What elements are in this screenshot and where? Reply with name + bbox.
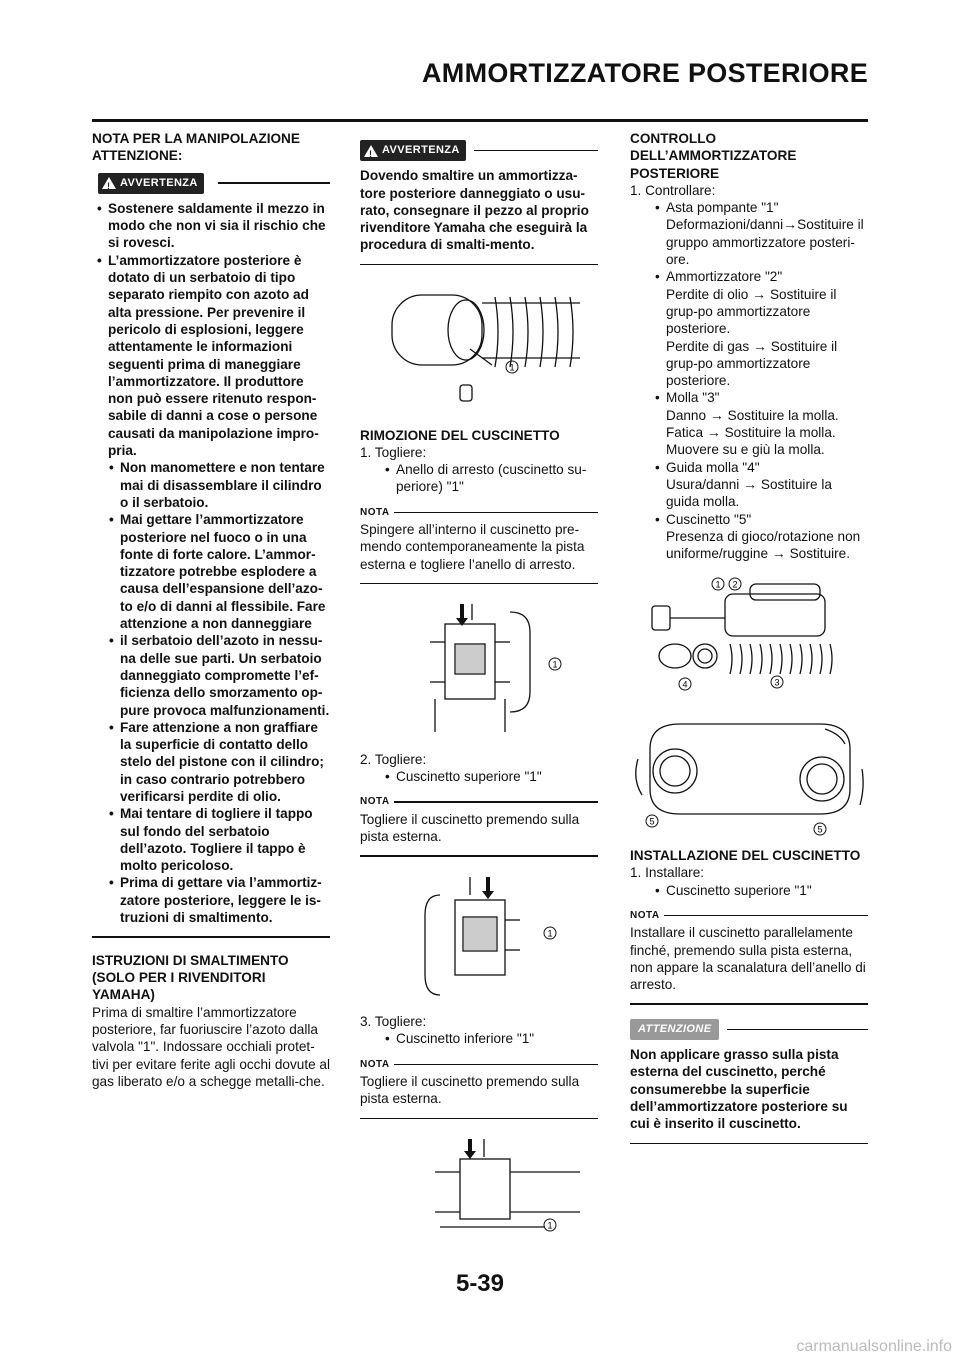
list-item: • Sostenere saldamente il mezzo in modo che non vi sia il rischio che si rovesci. bbox=[92, 200, 330, 252]
svg-text:1: 1 bbox=[547, 1220, 553, 1231]
bearing-removal-figure-3 bbox=[360, 1137, 598, 1237]
note-end-rule bbox=[360, 1118, 598, 1120]
step-1-list bbox=[360, 461, 598, 496]
list-item: • L’ammortizzatore posteriore è dotato di un serbatoio di tipo separato riempito con azoto ad alta pressione. Per prevenire il pericolo di esplosioni, leggere attentamente le informazioni seguenti prima di maneggiare l’ammortizzatore. Il produttore non può essere ritenuto respon-sabile di danni a cose o persone causati da manipolazione impro-pria. bbox=[92, 252, 330, 460]
list-item: • Fare attenzione a non graffiare la superficie di contatto dello stelo del pistone con il cilindro; in caso contrario potrebbero verificarsi perdite di olio. bbox=[92, 719, 330, 805]
callout-1-icon bbox=[506, 361, 518, 373]
step-1: 1. Togliere: bbox=[360, 444, 427, 460]
callout-5-icon bbox=[814, 823, 826, 835]
column-3 bbox=[630, 130, 868, 1158]
caution-end-rule bbox=[630, 1143, 868, 1145]
check-heading: CONTROLLO DELL’AMMORTIZZATORE POSTERIORE bbox=[630, 131, 797, 181]
warning-badge: ! AVVERTENZA bbox=[98, 173, 204, 194]
list-item: • Cuscinetto inferiore "1" bbox=[380, 1030, 598, 1047]
svg-text:5: 5 bbox=[817, 824, 823, 835]
list-item: • Ammortizzatore "2" Perdite di olio → Sostituire il grup-po ammortizzatore posteriore. Perdite di gas → Sostituire il grup-po ammortizzatore posteriore. bbox=[650, 268, 868, 389]
warning-sublist bbox=[92, 459, 330, 926]
list-item: • Prima di gettare via l’ammortiz-zatore posteriore, leggere le is-truzioni di smaltimento. bbox=[92, 874, 330, 926]
step-2-list bbox=[360, 768, 598, 785]
install-note: Installare il cuscinetto parallelamente finché, premendo sulla pista esterna, non appare la scanalatura dell’anello di arresto. bbox=[630, 925, 866, 993]
callout-5-icon bbox=[646, 815, 658, 827]
shock-components-figure bbox=[630, 566, 868, 696]
list-item: • Cuscinetto "5" Presenza di gioco/rotazione non uniforme/ruggine → Sostituire. bbox=[650, 511, 868, 563]
step-3: 3. Togliere: bbox=[360, 1014, 427, 1030]
caution-label bbox=[630, 1019, 868, 1040]
column-2 bbox=[360, 130, 598, 1245]
callout-4-icon bbox=[679, 678, 691, 690]
list-item: • Guida molla "4" Usura/danni → Sostituire la guida molla. bbox=[650, 459, 868, 511]
svg-text:2: 2 bbox=[732, 579, 738, 590]
callout-2-icon bbox=[729, 578, 741, 590]
watermark: carmanualsonline.info bbox=[796, 1338, 952, 1355]
note-3: Togliere il cuscinetto premendo sulla pista esterna. bbox=[360, 1073, 580, 1107]
check-list bbox=[630, 199, 868, 562]
page-title: AMMORTIZZATORE POSTERIORE bbox=[422, 58, 868, 88]
list-item: • Asta pompante "1" Deformazioni/danni→Sostituire il gruppo ammortizzatore posteri-ore. bbox=[650, 199, 868, 268]
warning-end-rule bbox=[92, 936, 330, 938]
callout-1-icon bbox=[549, 658, 561, 670]
warning-triangle-icon: ! bbox=[364, 145, 378, 157]
note-1: Spingere all’interno il cuscinetto pre-mendo contemporaneamente la pista esterna e togliere l’anello di arresto. bbox=[360, 522, 585, 572]
svg-text:1: 1 bbox=[547, 928, 553, 939]
list-item: • Non manomettere e non tentare mai di disassemblare il cilindro o il serbatoio. bbox=[92, 459, 330, 511]
bearing-check-figure bbox=[630, 709, 868, 839]
callout-1-icon bbox=[712, 578, 724, 590]
removal-heading: RIMOZIONE DEL CUSCINETTO bbox=[360, 427, 560, 443]
list-item: • Anello di arresto (cuscinetto su-periore) "1" bbox=[380, 461, 598, 496]
note-end-rule bbox=[360, 855, 598, 857]
step-2: 2. Togliere: bbox=[360, 751, 427, 767]
warning-list bbox=[92, 200, 330, 459]
note-end-rule bbox=[360, 583, 598, 585]
note-end-rule bbox=[630, 1003, 868, 1005]
install-step: 1. Installare: bbox=[630, 865, 705, 881]
step-3-list bbox=[360, 1030, 598, 1047]
note-label: NOTA bbox=[360, 504, 598, 521]
list-item: • Molla "3" Danno → Sostituire la molla. Fatica → Sostituire la molla. Muovere su e giù la molla. bbox=[650, 389, 868, 458]
header-rule bbox=[92, 119, 868, 122]
list-item: • il serbatoio dell’azoto in nessu-na delle sue parti. Un serbatoio danneggiato compromette l’ef-ficienza dello smorzamento op-pure provoca malfunzionamenti. bbox=[92, 632, 330, 718]
bearing-removal-figure-1 bbox=[360, 602, 598, 742]
install-list bbox=[630, 882, 868, 899]
check-step: 1. Controllare: bbox=[630, 182, 716, 198]
page-number: 5-39 bbox=[455, 1270, 505, 1297]
caution-text: Non applicare grasso sulla pista esterna del cuscinetto, perché consumerebbe la superficie dell’ammortizzatore posteriore su cui è inserito il cuscinetto. bbox=[630, 1047, 848, 1132]
svg-text:1: 1 bbox=[509, 362, 515, 373]
svg-text:3: 3 bbox=[774, 677, 780, 688]
svg-text:4: 4 bbox=[682, 679, 688, 690]
handling-heading: NOTA PER LA MANIPOLAZIONE ATTENZIONE: bbox=[92, 131, 300, 164]
install-heading: INSTALLAZIONE DEL CUSCINETTO bbox=[630, 848, 861, 864]
list-item: • Cuscinetto superiore "1" bbox=[380, 768, 598, 785]
svg-text:1: 1 bbox=[552, 659, 558, 670]
list-item: • Cuscinetto superiore "1" bbox=[650, 882, 868, 899]
shock-absorber-valve-figure bbox=[360, 283, 598, 418]
warning-end-rule bbox=[360, 264, 598, 266]
note-2: Togliere il cuscinetto premendo sulla pista esterna. bbox=[360, 811, 580, 844]
warning-label bbox=[360, 140, 598, 161]
warning-triangle-icon: ! bbox=[102, 177, 116, 189]
disposal-heading: ISTRUZIONI DI SMALTIMENTO (SOLO PER I RIVENDITORI YAMAHA) bbox=[92, 952, 289, 1003]
column-1 bbox=[92, 130, 330, 1090]
warning-badge: ! AVVERTENZA bbox=[360, 140, 466, 161]
svg-text:5: 5 bbox=[649, 816, 655, 827]
callout-3-icon bbox=[771, 676, 783, 688]
note-label: NOTA bbox=[360, 1056, 598, 1073]
svg-text:1: 1 bbox=[715, 579, 721, 590]
list-item: • Mai gettare l’ammortizzatore posteriore nel fuoco o in una fonte di forte calore. L’ammor-tizzatore potrebbe esplodere a causa dell’espansione dell’azo-to e/o di danni al flessibile. Fare attenzione a non danneggiare bbox=[92, 511, 330, 632]
note-label: NOTA bbox=[630, 907, 868, 924]
caution-badge: ATTENZIONE bbox=[630, 1019, 719, 1040]
callout-1-icon bbox=[544, 1219, 556, 1231]
disposal-warning-text: Dovendo smaltire un ammortizza-tore posteriore danneggiato o usu-rato, consegnare il pezzo al proprio rivenditore Yamaha che eseguirà la procedura di smalti-mento. bbox=[360, 168, 589, 253]
disposal-text: Prima di smaltire l’ammortizzatore posteriore, far fuoriuscire l’azoto dalla valvola "1". Indossare occhiali protet-tivi per evitare ferite agli occhi dovute al gas liberato e/o a schegge metalli-che. bbox=[92, 1004, 331, 1089]
bearing-removal-figure-2 bbox=[360, 875, 598, 1005]
warning-label bbox=[98, 173, 330, 194]
list-item: • Mai tentare di togliere il tappo sul fondo del serbatoio dell’azoto. Togliere il tappo è molto pericoloso. bbox=[92, 805, 330, 874]
note-label: NOTA bbox=[360, 793, 598, 810]
callout-1-icon bbox=[544, 927, 556, 939]
